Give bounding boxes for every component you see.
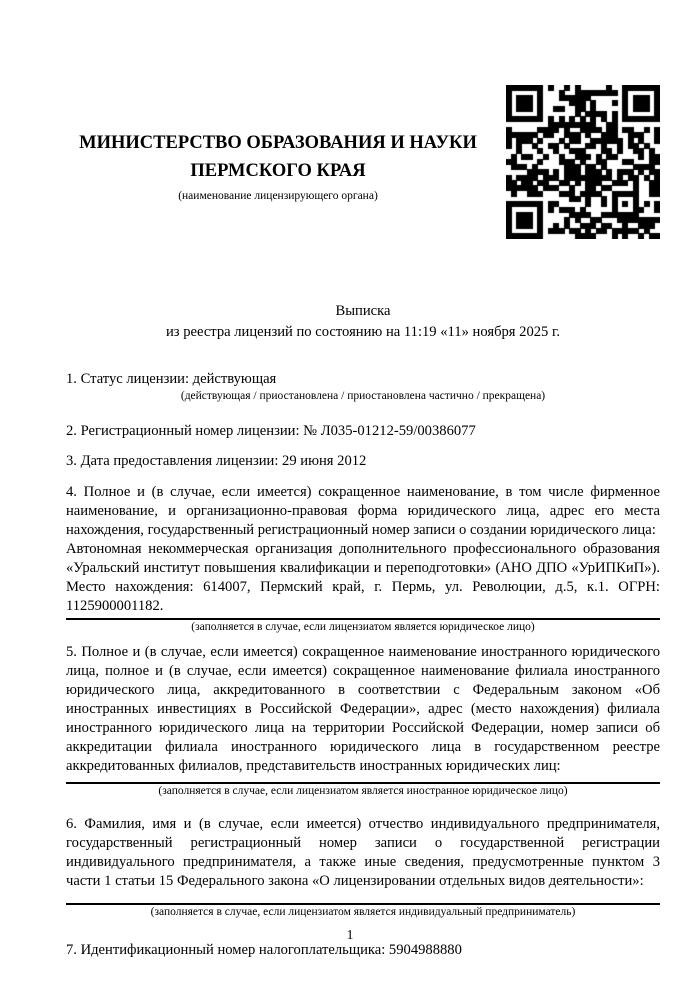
document-title-line2: из реестра лицензий по состоянию на 11:19 «11» ноября 2025 г. [165, 324, 560, 340]
legal-entity-value: Автономная некоммерческая организация дополнительного профессионального образования «Уральский институт повышения квалификации и переподготовки» (АНО ДПО «УрИПКиП»). Место нахождения: 614007, Пермский край, г. Пермь, ул. Революции, д.5, к.1. ОГРН: 1125900001182. [66, 541, 660, 614]
section-license-date [66, 451, 660, 471]
page-footer [0, 927, 700, 943]
legal-entity-label: 4. Полное и (в случае, если имеется) сокращенное наименование, в том числе фирменное наименование, и организационно-правовая форма юридического лица, адрес его места нахождения, государственный регистрационный номер записи о создании юридического лица: [66, 484, 660, 538]
ministry-name-line1: МИНИСТЕРСТВО ОБРАЗОВАНИЯ И НАУКИ [79, 133, 477, 153]
foreign-entity-hint: (заполняется в случае, если лицензиатом является иностранное юридическое лицо) [158, 785, 568, 797]
registration-number-text: 2. Регистрационный номер лицензии: № Л035-01212-59/00386077 [66, 423, 476, 439]
taxpayer-number-text: 7. Идентификационный номер налогоплательщика: 5904988880 [66, 942, 462, 958]
license-status-hint: (действующая / приостановлена / приостановлена частично / прекращена) [180, 390, 546, 402]
section-license-status [66, 369, 660, 404]
entrepreneur-label: 6. Фамилия, имя и (в случае, если имеется) отчество индивидуального предпринимателя, государственный регистрационный номер записи о государственной регистрации индивидуального предпринимателя, а также иные сведения, предусмотренные пунктом 3 части 1 статьи 15 Федерального закона «О лицензировании отдельных видов деятельности»: [66, 816, 660, 889]
ministry-name-line2: ПЕРМСКОГО КРАЯ [190, 161, 366, 181]
section-legal-entity [66, 483, 660, 635]
section-foreign-entity [66, 643, 660, 799]
document-title [66, 301, 660, 343]
qr-code-icon [506, 85, 660, 239]
document-body [66, 369, 660, 960]
entrepreneur-hint: (заполняется в случае, если лицензиатом является индивидуальный предприниматель) [150, 906, 576, 918]
licensing-authority-caption: (наименование лицензирующего органа) [178, 190, 378, 202]
section-individual-entrepreneur [66, 815, 660, 920]
section-taxpayer-number [66, 940, 660, 960]
license-date-text: 3. Дата предоставления лицензии: 29 июня 2012 [66, 453, 367, 469]
document-title-line1: Выписка [335, 303, 391, 319]
legal-entity-hint: (заполняется в случае, если лицензиатом является юридическое лицо) [191, 621, 535, 633]
section-registration-number [66, 421, 660, 441]
license-status-text: 1. Статус лицензии: действующая [66, 371, 277, 387]
page-number: 1 [346, 927, 354, 942]
foreign-entity-label: 5. Полное и (в случае, если имеется) сокращенное наименование иностранного юридического лица, полное и (в случае, если имеется) сокращенное наименование филиала иностранного юридического лица, аккредитованного в соответствии с Федеральным законом «Об иностранных инвестициях в Российской Федерации», адрес (место нахождения) филиала иностранного юридического лица на территории Российской Федерации, номер записи об аккредитации филиала иностранного юридического лица в государственном реестре аккредитованных филиалов, представительств иностранных юридических лиц: [66, 644, 660, 774]
licensing-authority-block [66, 129, 490, 203]
